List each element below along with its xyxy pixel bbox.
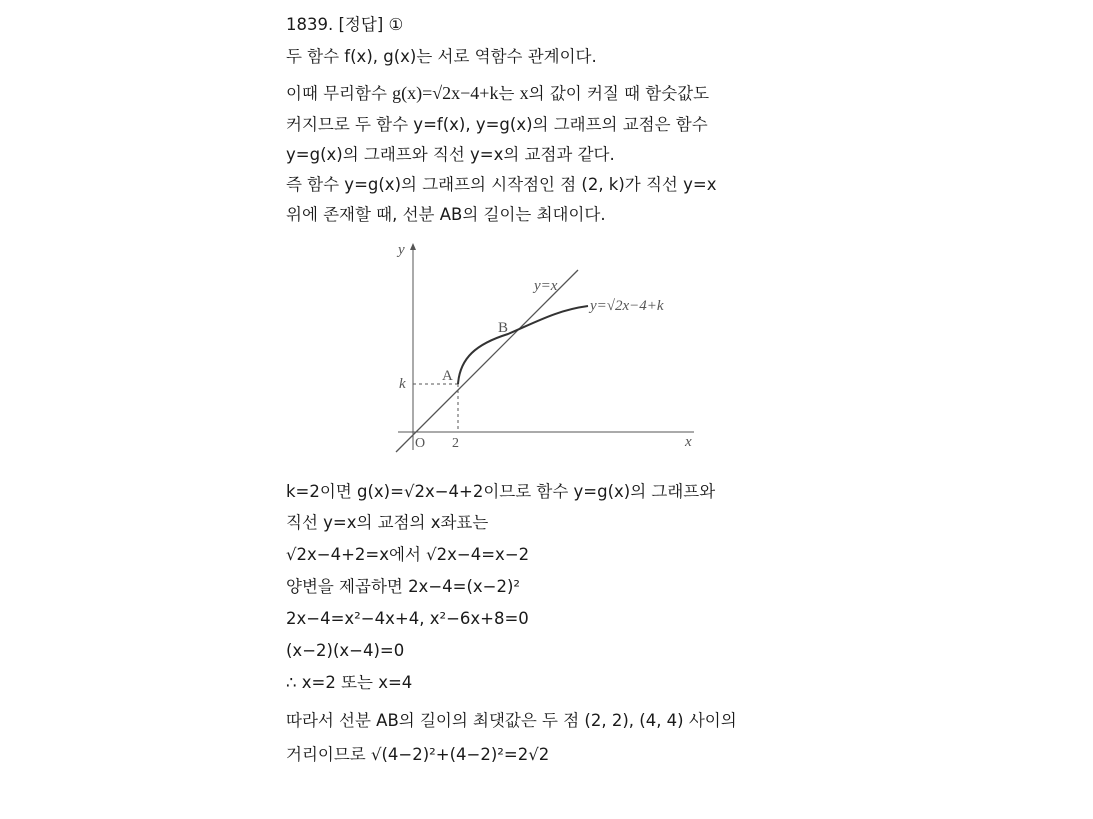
- answer-label: [정답]: [338, 15, 384, 34]
- text-line-10: 양변을 제곱하면 2x−4=(x−2)²: [286, 577, 521, 596]
- function-graph: [388, 238, 718, 458]
- text-line-14: 따라서 선분 AB의 길이의 최댓값은 두 점 (2, 2), (4, 4) 사이의: [286, 711, 737, 730]
- label-y-axis: y: [398, 242, 405, 258]
- text-line-1: 두 함수 f(x), g(x)는 서로 역함수 관계이다.: [286, 47, 597, 66]
- text-line-11: 2x−4=x²−4x+4, x²−6x+8=0: [286, 609, 529, 628]
- label-point-b: B: [498, 320, 509, 336]
- text-line-5: 즉 함수 y=g(x)의 그래프의 시작점인 점 (2, k)가 직선 y=x: [286, 175, 717, 194]
- label-line-y-equals-x: y=x: [534, 278, 558, 294]
- text-line-13: ∴ x=2 또는 x=4: [286, 673, 413, 692]
- line-y-equals-x: [396, 270, 578, 452]
- y-axis-arrow: [410, 243, 416, 250]
- formula-gx: g(x)=√2x−4+k: [392, 83, 499, 103]
- text-line-6: 위에 존재할 때, 선분 AB의 길이는 최대이다.: [286, 205, 606, 224]
- text-line-15: 거리이므로 √(4−2)²+(4−2)²=2√2: [286, 745, 550, 764]
- text-line-7: k=2이면 g(x)=√2x−4+2이므로 함수 y=g(x)의 그래프와: [286, 482, 716, 501]
- problem-number: 1839.: [286, 15, 334, 34]
- label-tick-k: k: [399, 376, 406, 392]
- answer-value: ①: [388, 15, 404, 34]
- text-line-3: 커지므로 두 함수 y=f(x), y=g(x)의 그래프의 교점은 함수: [286, 115, 708, 134]
- label-curve: y=√2x−4+k: [590, 298, 664, 314]
- text-line-2: 이때 무리함수 g(x)=√2x−4+k는 x의 값이 커질 때 함숫값도: [286, 83, 710, 103]
- text-line-4: y=g(x)의 그래프와 직선 y=x의 교점과 같다.: [286, 145, 615, 164]
- label-tick-2: 2: [452, 436, 459, 451]
- label-x-axis: x: [685, 434, 692, 450]
- label-point-a: A: [442, 368, 453, 384]
- text-line-8: 직선 y=x의 교점의 x좌표는: [286, 513, 489, 532]
- problem-header: [286, 14, 403, 36]
- text-line-12: (x−2)(x−4)=0: [286, 641, 405, 660]
- text-line-9: √2x−4+2=x에서 √2x−4=x−2: [286, 545, 530, 564]
- curve-sqrt: [458, 306, 588, 384]
- label-origin: O: [415, 436, 426, 451]
